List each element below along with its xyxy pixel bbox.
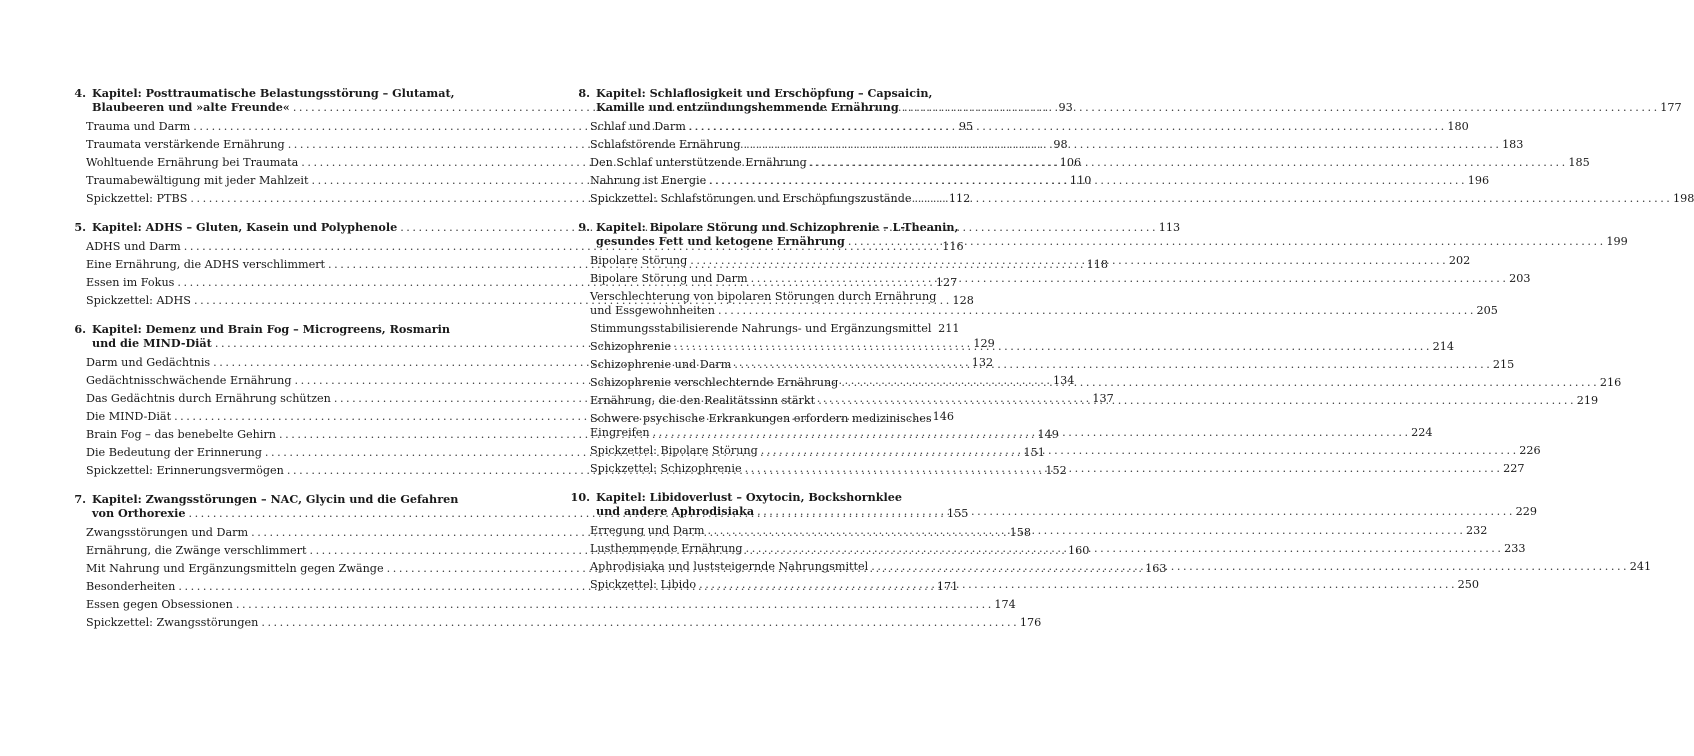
page-number: 151	[1023, 446, 1045, 459]
page-number: 211	[938, 322, 960, 335]
chapter-title-text: Kapitel: ADHS – Gluten, Kasein und Polyphenole	[92, 220, 398, 234]
entry-title: Bipolare Störung und Darm	[590, 272, 748, 285]
leader-dots	[810, 156, 1565, 170]
leader-dots	[745, 462, 1500, 476]
entry-title: Die MIND-Diät	[86, 410, 172, 423]
entry-title: Bipolare Störung	[590, 254, 688, 267]
entry-title: Darm und Gedächtnis	[86, 356, 211, 369]
page-number: 128	[952, 294, 974, 307]
chapter-title-line: Kapitel: Schlaflosigkeit und Erschöpfung – Capsaicin,	[596, 86, 933, 100]
entry-line	[590, 578, 1480, 592]
chapter-number: 4.	[74, 86, 86, 100]
leader-dots	[709, 174, 1464, 188]
chapter-title-line: Kapitel: Bipolare Störung und Schizophrenie – L-Theanin,	[596, 220, 959, 234]
chapter-title-block	[596, 490, 1537, 519]
entry-title: Aphrodisiaka und luststeigernde Nahrungsmittel	[590, 560, 869, 573]
page-number: 160	[1067, 544, 1090, 557]
page-number: 185	[1568, 156, 1590, 169]
chapter-title-entry	[596, 504, 1537, 519]
chapter-title-text: und die MIND-Diät	[92, 336, 212, 350]
leader-dots	[818, 394, 1573, 408]
entry-title-line: Verschlechterung von bipolaren Störungen durch Ernährung	[590, 290, 937, 303]
page-number: 215	[1492, 358, 1515, 371]
chapter-number: 9.	[578, 220, 590, 234]
chapter-title-line: Kapitel: Demenz und Brain Fog – Microgreens, Rosmarin	[92, 322, 451, 336]
entry-title: Spickzettel: ADHS	[86, 294, 191, 307]
entry-title: Ernährung, die Zwänge verschlimmert	[86, 544, 307, 557]
entry-title: Zwangsstörungen und Darm	[86, 526, 249, 539]
page-number: 177	[1660, 101, 1682, 114]
page-number: 112	[948, 192, 971, 205]
leader-dots	[690, 254, 1445, 268]
toc-entry	[570, 578, 1480, 592]
chapter-number: 6.	[74, 322, 86, 336]
entry-title: Schlafstörende Ernährung	[590, 138, 741, 151]
leader-dots	[746, 542, 1501, 556]
page-number: 113	[1158, 221, 1181, 234]
leader-dots	[674, 340, 1429, 354]
page-number: 93	[1058, 101, 1073, 114]
page-number: 202	[1448, 254, 1471, 267]
entry-title: Stimmungsstabilisierende Nahrungs- und Ergänzungsmittel	[590, 322, 932, 335]
page-number: 198	[1673, 192, 1694, 205]
leader-dots	[708, 524, 1463, 538]
entry-title: Eingreifen	[590, 426, 650, 439]
page-number: 214	[1432, 340, 1454, 353]
page-number: 180	[1447, 120, 1469, 133]
entry-title: Spickzettel: Erinnerungsvermögen	[86, 464, 284, 477]
page-number: 219	[1576, 394, 1599, 407]
entry-title: Schizophrenie	[590, 340, 672, 353]
chapter-title-line: Kapitel: Libidoverlust – Oxytocin, Bockshornklee	[596, 490, 902, 504]
entry-title: Die Bedeutung der Erinnerung	[86, 446, 262, 459]
entry-title: Spickzettel: Schlafstörungen und Erschöpfungszustände	[590, 192, 912, 205]
page-number: 98	[1053, 138, 1068, 151]
entry-title: Gedächtnisschwächende Ernährung	[86, 374, 292, 387]
page-number: 241	[1629, 560, 1652, 573]
entry-title: Trauma und Darm	[86, 120, 191, 133]
page-number: 152	[1045, 464, 1067, 477]
toc-entry	[66, 598, 1016, 612]
chapter-title-line: Kapitel: Zwangsstörungen – NAC, Glycin und die Gefahren	[92, 492, 459, 506]
entry-title: Brain Fog – das benebelte Gehirn	[86, 428, 276, 441]
leader-dots	[751, 272, 1506, 286]
entry-title: Besonderheiten	[86, 580, 176, 593]
entry-title: Traumata verstärkende Ernährung	[86, 138, 285, 151]
chapter-title-text: und andere Aphrodisiaka	[596, 504, 755, 518]
entry-line	[590, 272, 1531, 286]
page-number: 116	[942, 240, 964, 253]
page-number: 134	[1053, 374, 1075, 387]
chapter-title-text: von Orthorexie	[92, 506, 186, 520]
page-number: 216	[1599, 376, 1622, 389]
page-number: 196	[1467, 174, 1490, 187]
page-number: 110	[1069, 174, 1092, 187]
page-number: 158	[1009, 526, 1032, 539]
page-number: 127	[935, 276, 958, 289]
page-number: 227	[1503, 462, 1525, 475]
leader-dots	[689, 120, 1444, 134]
entry-line	[590, 304, 1498, 318]
chapter-title-text: Kamille und entzündungshemmende Ernährung	[596, 100, 899, 114]
page-number: 132	[971, 356, 994, 369]
leader-dots	[761, 444, 1516, 458]
entry-title: Erregung und Darm	[590, 524, 705, 537]
page-number: 129	[973, 337, 995, 350]
entry-title: ADHS und Darm	[86, 240, 181, 253]
chapter-number: 7.	[74, 492, 86, 506]
page-number: 233	[1504, 542, 1526, 555]
page-number: 250	[1457, 578, 1480, 591]
page-number: 118	[1086, 258, 1108, 271]
chapter-number: 8.	[578, 86, 590, 100]
entry-line	[86, 616, 1042, 630]
leader-dots	[653, 426, 1408, 440]
page-number: 146	[932, 410, 954, 423]
chapter-title-entry	[596, 234, 1628, 249]
leader-dots	[261, 616, 1016, 630]
entry-line	[86, 598, 1016, 612]
entry-title: Das Gedächtnis durch Ernährung schützen	[86, 392, 331, 405]
leader-dots	[757, 505, 1512, 519]
page-number: 199	[1606, 235, 1628, 248]
leader-dots	[902, 101, 1657, 115]
entry-title: Mit Nahrung und Ergänzungsmitteln gegen Zwänge	[86, 562, 384, 575]
chapter-title-line: Kapitel: Posttraumatische Belastungsstörung – Glutamat,	[92, 86, 455, 100]
entry-line	[590, 322, 960, 336]
entry-title: und Essgewohnheiten	[590, 304, 716, 317]
page-number: 137	[1092, 392, 1114, 405]
leader-dots	[871, 560, 1626, 574]
chapter-number: 10.	[570, 490, 590, 504]
entry-title: Spickzettel: PTBS	[86, 192, 188, 205]
page-number: 155	[946, 507, 969, 520]
leader-dots	[841, 376, 1596, 390]
entry-title: Den Schlaf unterstützende Ernährung	[590, 156, 807, 169]
entry-title: Ernährung, die den Realitätssinn stärkt	[590, 394, 816, 407]
entry-title: Spickzettel: Schizophrenie	[590, 462, 742, 475]
page-number: 106	[1059, 156, 1082, 169]
entry-title: Schizophrenie und Darm	[590, 358, 732, 371]
page-number: 149	[1037, 428, 1059, 441]
entry-title: Essen im Fokus	[86, 276, 175, 289]
page-number: 183	[1502, 138, 1524, 151]
entry-title: Spickzettel: Libido	[590, 578, 697, 591]
leader-dots	[914, 192, 1669, 206]
entry-title: Schlaf und Darm	[590, 120, 686, 133]
chapter-number: 5.	[74, 220, 86, 234]
entry-title: Essen gegen Obsessionen	[86, 598, 233, 611]
entry-title: Spickzettel: Bipolare Störung	[590, 444, 758, 457]
page-number: 174	[994, 598, 1016, 611]
page-number: 176	[1019, 616, 1042, 629]
leader-dots	[848, 235, 1603, 249]
entry-title: Spickzettel: Zwangsstörungen	[86, 616, 259, 629]
leader-dots	[718, 304, 1473, 318]
entry-title: Wohltuende Ernährung bei Traumata	[86, 156, 299, 169]
leader-dots	[744, 138, 1499, 152]
entry-title-line: Schwere psychische Erkrankungen erfordern medizinisches	[590, 412, 932, 425]
chapter-title-block	[596, 86, 1682, 115]
page-number: 224	[1411, 426, 1433, 439]
toc-entry	[66, 616, 1042, 630]
leader-dots	[699, 578, 1454, 592]
toc-entry	[570, 272, 1531, 286]
entry-title: Schizophrenie verschlechternde Ernährung	[590, 376, 839, 389]
page-number: 232	[1466, 524, 1488, 537]
page-number: 205	[1476, 304, 1498, 317]
page-number: 229	[1515, 505, 1537, 518]
leader-dots	[734, 358, 1489, 372]
entry-title: Traumabewältigung mit jeder Mahlzeit	[86, 174, 309, 187]
page-number: 171	[936, 580, 959, 593]
chapter-title-text: gesundes Fett und ketogene Ernährung	[596, 234, 845, 248]
page-number: 226	[1519, 444, 1541, 457]
page-number: 95	[958, 120, 974, 133]
chapter-title-entry	[596, 100, 1682, 115]
page-number: 163	[1145, 562, 1167, 575]
entry-title: Lusthemmende Ernährung	[590, 542, 743, 555]
page-number: 203	[1509, 272, 1531, 285]
chapter-title-text: Blaubeeren und »alte Freunde«	[92, 100, 290, 114]
entry-title: Nahrung ist Energie	[590, 174, 707, 187]
toc-entry	[570, 322, 960, 336]
entry-title: Eine Ernährung, die ADHS verschlimmert	[86, 258, 326, 271]
chapter-title-block	[596, 220, 1628, 249]
